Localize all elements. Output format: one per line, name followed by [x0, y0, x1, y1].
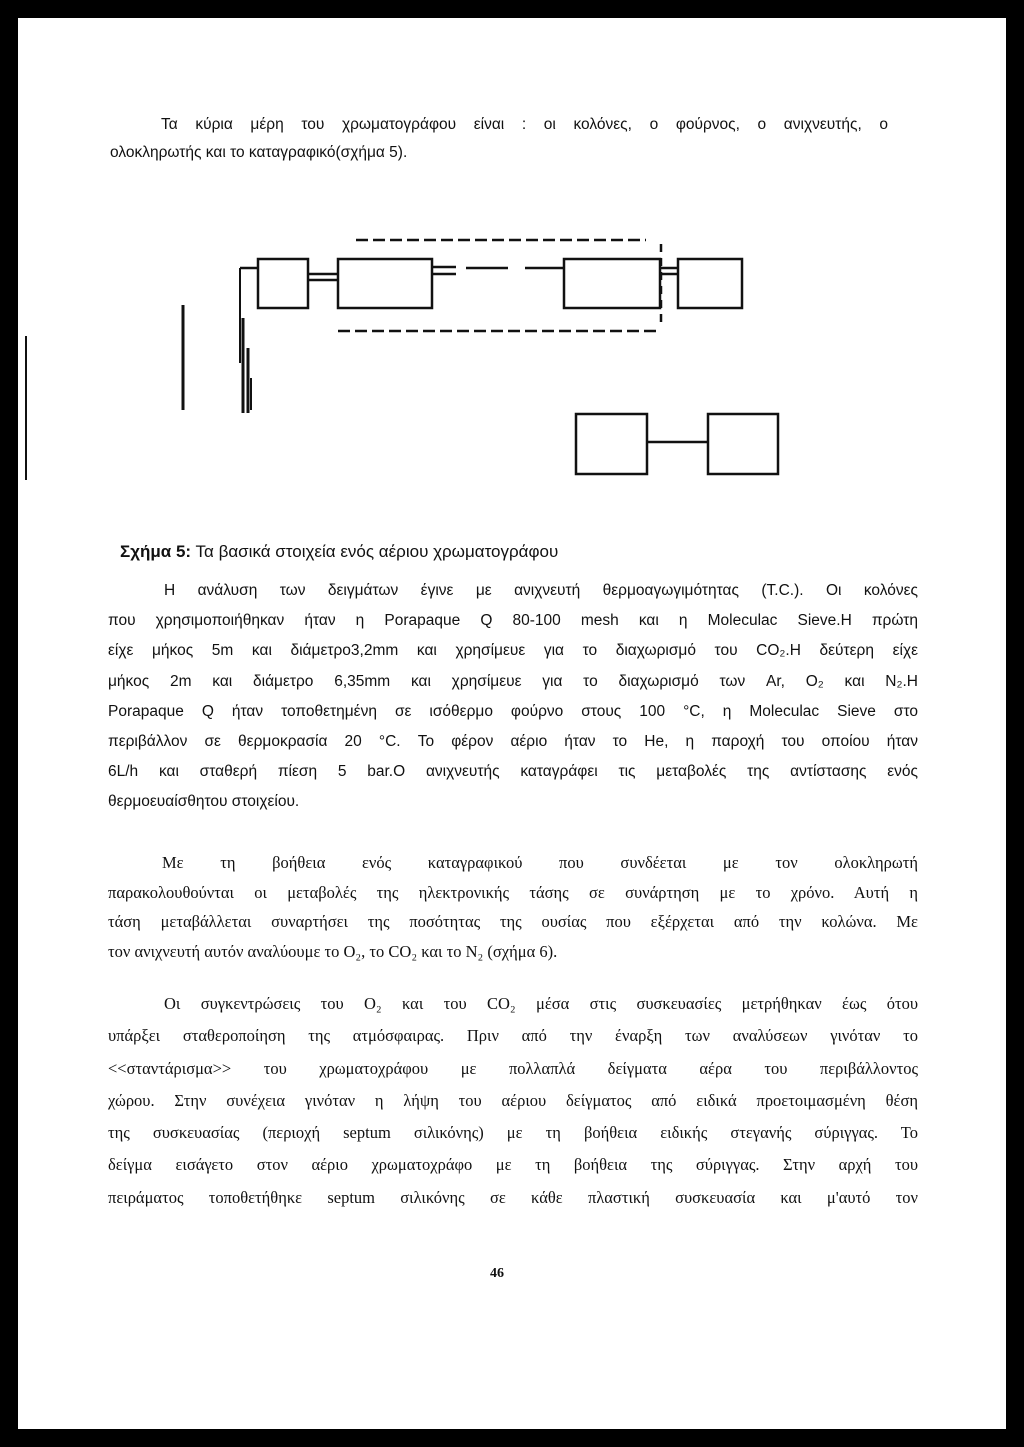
page-number: 46	[490, 1266, 504, 1281]
text-line: 6L/h και σταθερή πίεση 5 bar.Ο ανιχνευτής καταγράφει τις μεταβολές της αντίστασης ενός	[108, 763, 918, 781]
text-line: θερμοευαίσθητου στοιχείου.	[108, 793, 300, 811]
paragraph-1	[108, 576, 918, 818]
paragraph-3	[108, 988, 918, 1214]
figure-caption-text: Τα βασικά στοιχεία ενός αέριου χρωματογράφου	[195, 542, 559, 561]
paragraph-2	[108, 848, 918, 966]
figure-caption	[120, 542, 558, 562]
text-line: χώρου. Στην συνέχεια γινόταν η λήψη του αέριου δείγματος από ειδικά προετοιμασμένη θέση	[108, 1090, 918, 1110]
box-column-2	[338, 259, 432, 308]
text-line: που χρησιμοποιήθηκαν ήταν η Porapaque Q 80-100 mesh και η Moleculac Sieve.Η πρώτη	[108, 612, 918, 630]
box-recorder-2	[708, 414, 778, 474]
text-line: της συσκευασίας (περιοχή septum σιλικόνης) με τη βοήθεια ειδικής στεγανής σύριγγας. Το	[108, 1123, 918, 1143]
text-line: ολοκληρωτής και το καταγραφικό(σχήμα 5).	[110, 144, 408, 161]
text-line: τάση μεταβάλλεται συναρτήσει της ποσότητας της ουσίας που εξέρχεται από την κολώνα. Με	[108, 912, 918, 932]
text-line: <<σταντάρισμα>> του χρωματοχράφου με πολλαπλά δείγματα αέρα του περιβάλλοντος	[108, 1058, 918, 1078]
text-line: Η ανάλυση των δειγμάτων έγινε με ανιχνευτή θερμοαγωγιμότητας (T.C.). Οι κολόνες	[164, 582, 918, 599]
figure-label: Σχήμα 5:	[120, 542, 192, 561]
text-line: Porapaque Q ήταν τοποθετημένη σε ισόθερμο φούρνο στους 100 °C, η Moleculac Sieve στο	[108, 702, 918, 720]
text-line: περιβάλλον σε θερμοκρασία 20 °C. Το φέρον αέριο ήταν το He, η παροχή του οποίου ήταν	[108, 733, 918, 751]
text-line: Τα κύρια μέρη του χρωματογράφου είναι : οι κολόνες, ο φούρνος, ο ανιχνευτής, ο	[161, 116, 888, 133]
box-recorder-1	[576, 414, 647, 474]
text-line: τον ανιχνευτή αυτόν αναλύουμε το O₂, το CO₂ και το N₂ (σχήμα 6).	[108, 941, 558, 961]
text-line: υπάρξει σταθεροποίηση της ατμόσφαιρας. Πριν από την έναρξη των αναλύσεων γινόταν το	[108, 1026, 918, 1046]
text-line: δείγμα εισάγετο στον αέριο χρωματοχράφο με τη βοήθεια της σύριγγας. Στην αρχή του	[108, 1155, 918, 1175]
box-integrator	[678, 259, 742, 308]
text-line: είχε μήκος 5m και διάμετρο3,2mm και χρησίμευε για το διαχωρισμό του CO₂.Η δεύτερη είχε	[108, 642, 918, 660]
text-line: πειράματος τοποθετήθηκε septum σιλικόνης σε κάθε πλαστική συσκευασία και μ'αυτό τον	[108, 1187, 918, 1207]
document-page	[18, 18, 1006, 1429]
box-column-1	[258, 259, 308, 308]
text-line: Με τη βοήθεια ενός καταγραφικού που συνδέεται με τον ολοκληρωτή	[162, 853, 918, 872]
chromatograph-diagram	[18, 18, 1006, 518]
text-line: παρακολουθούνται οι μεταβολές της ηλεκτρονικής τάσης σε συνάρτηση με το χρόνο. Αυτή η	[108, 882, 918, 902]
text-line: μήκος 2m και διάμετρο 6,35mm και χρησίμευε για το διαχωρισμό των Ar, O₂ και N₂.Η	[108, 672, 918, 690]
box-detector	[564, 259, 660, 308]
text-line: Οι συγκεντρώσεις του O₂ και του CO₂ μέσα στις συσκευασίες μετρήθηκαν έως ότου	[164, 994, 918, 1013]
